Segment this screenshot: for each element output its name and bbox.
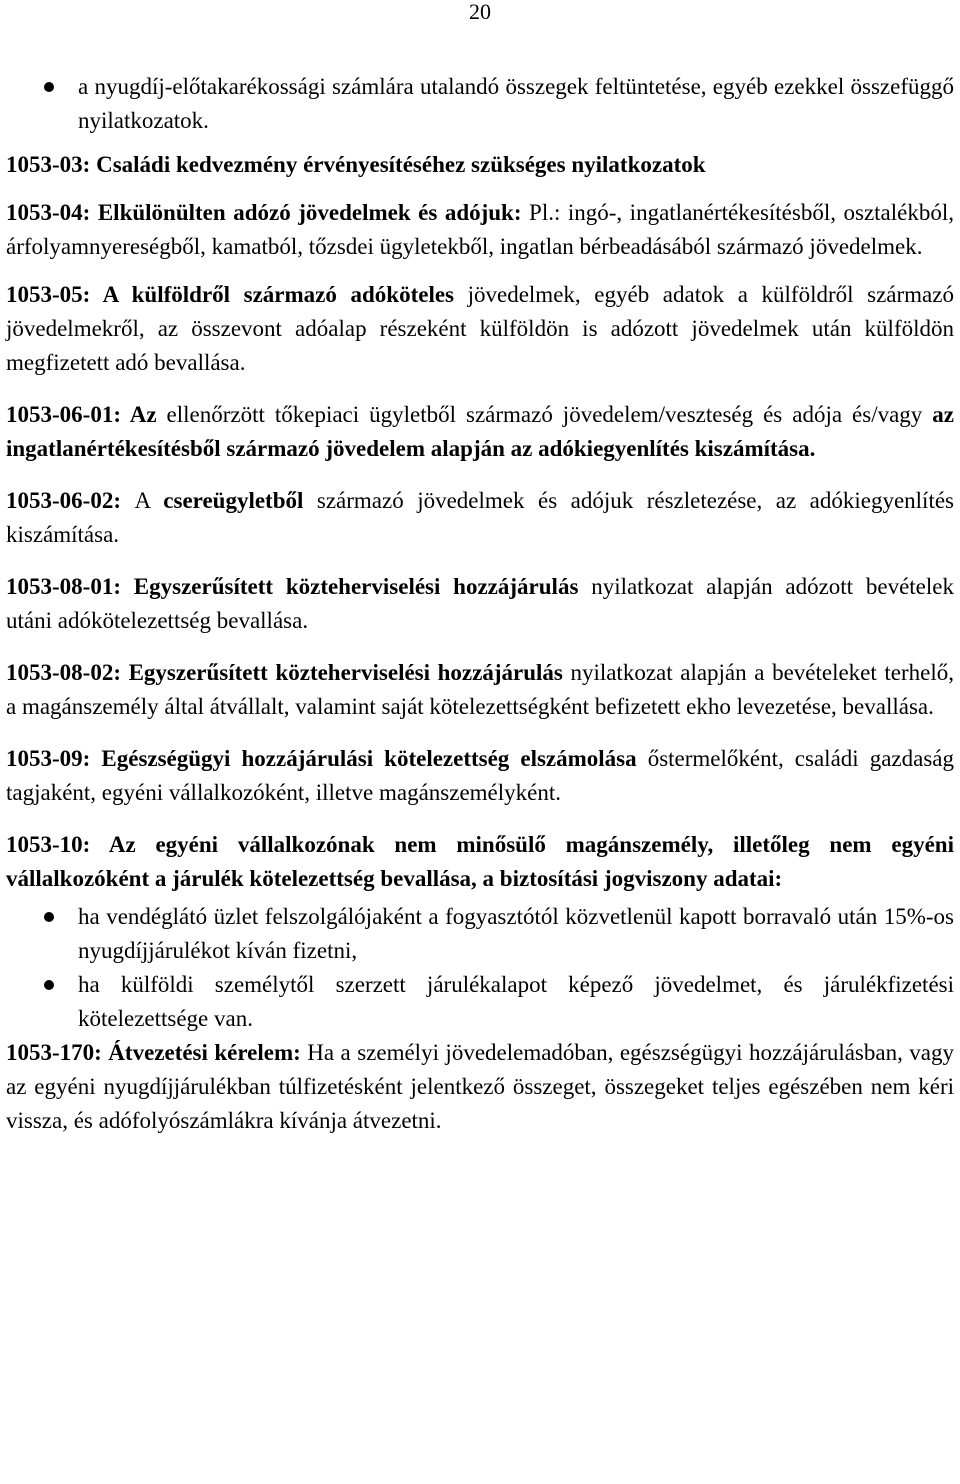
- document-body: [6, 70, 954, 1138]
- section-1053-08-01: [6, 570, 954, 638]
- section-1053-10: [6, 828, 954, 896]
- section-heading: Az egyéni vállalkozónak nem minősülő magánszemély, illetőleg nem egyéni vállalkozóként a járulék kötelezettség bevallása, a biztosítási jogviszony adatai:: [6, 832, 954, 891]
- list-item-text: ha vendéglátó üzlet felszolgálójaként a fogyasztótól közvetlenül kapott borravaló után 15%-os nyugdíjjárulékot kíván fizetni,: [78, 904, 954, 963]
- section-heading: Az: [129, 402, 157, 427]
- list-item-text: a nyugdíj-előtakarékossági számlára utalandó összegek feltüntetése, egyéb ezekkel összefüggő nyilatkozatok.: [78, 74, 954, 133]
- section-1053-06-01: [6, 398, 954, 466]
- section-heading: Egyszerűsített közteherviselési hozzájárulás: [133, 574, 579, 599]
- section-code: 1053-05:: [6, 282, 103, 307]
- section-heading: csereügyletből: [163, 488, 304, 513]
- section-text: A: [134, 488, 164, 513]
- section-code: 1053-06-02:: [6, 488, 135, 513]
- section-code: 1053-04:: [6, 200, 98, 225]
- section-code: 1053-08-01:: [6, 574, 134, 599]
- section-1053-170: [6, 1036, 954, 1138]
- list-item: [6, 900, 954, 968]
- section-1053-09: [6, 742, 954, 810]
- section-1053-05: [6, 278, 954, 380]
- section-text: nyilatkozat alapján a bevételeket terhelő, a magánszemély által átvállalt, valamint saját kötelezettségként befizetett ekho levezetése, bevallása.: [6, 660, 954, 719]
- section-1053-06-02: [6, 484, 954, 552]
- section-text: nyilatkozat alapján adózott bevételek utáni adókötelezettség bevallása.: [6, 574, 954, 633]
- page-number: 20: [469, 0, 491, 24]
- list-item: [6, 70, 954, 138]
- bullet-icon: [44, 82, 54, 92]
- section-text: ellenőrzött tőkepiaci ügyletből származó jövedelem/veszteség és adója és/vagy: [156, 402, 933, 427]
- section-heading-2: az ingatlanértékesítésből származó jövedelem alapján az adókiegyenlítés kiszámítása.: [6, 402, 954, 461]
- section-1053-10-bullets: [6, 900, 954, 1036]
- section-text: őstermelőként, családi gazdaság tagjaként, egyéni vállalkozóként, illetve magánszemélyként.: [6, 746, 955, 805]
- section-text: jövedelmek, egyéb adatok a külföldről származó jövedelmekről, az összevont adóalap részeként külföldön is adózott jövedelmek után külföldön megfizetett adó bevallása.: [6, 282, 954, 375]
- bullet-icon: [44, 912, 54, 922]
- bullet-icon: [44, 980, 54, 990]
- section-heading: Családi kedvezmény érvényesítéséhez szükséges nyilatkozatok: [96, 152, 706, 177]
- section-heading: Egészségügyi hozzájárulási kötelezettség elszámolása: [101, 746, 637, 771]
- section-code: 1053-06-01:: [6, 402, 130, 427]
- intro-bullet-list: [6, 70, 954, 138]
- section-code: 1053-09:: [6, 746, 102, 771]
- section-1053-08-02: [6, 656, 954, 724]
- section-code: 1053-10:: [6, 832, 109, 857]
- list-item: [6, 968, 954, 1036]
- section-code: 1053-08-02:: [6, 660, 129, 685]
- section-1053-04: [6, 196, 954, 264]
- section-1053-03: [6, 148, 954, 182]
- section-code: 1053-03:: [6, 152, 97, 177]
- section-heading: Egyszerűsített közteherviselési hozzájárulás: [128, 660, 563, 685]
- section-heading: Átvezetési kérelem:: [108, 1040, 301, 1065]
- section-text: Ha a személyi jövedelemadóban, egészségügyi hozzájárulásban, vagy az egyéni nyugdíjjárulékban túlfizetésként jelentkező összeget, összegeket teljes egészében nem kéri vissza, és adófolyószámlákra kívánja átvezetni.: [6, 1040, 955, 1133]
- section-text-2: származó jövedelmek és adójuk részletezése, az adókiegyenlítés kiszámítása.: [6, 488, 954, 547]
- section-heading: A külföldről származó adóköteles: [102, 282, 454, 307]
- list-item-text: ha külföldi személytől szerzett járulékalapot képező jövedelmet, és járulékfizetési kötelezettsége van.: [78, 972, 954, 1031]
- section-heading: Elkülönülten adózó jövedelmek és adójuk:: [97, 200, 522, 225]
- section-text: Pl.: ingó-, ingatlanértékesítésből, osztalékból, árfolyamnyereségből, kamatból, tőzsdei ügyletekből, ingatlan bérbeadásából származó jövedelmek.: [6, 200, 954, 259]
- section-code: 1053-170:: [6, 1040, 109, 1065]
